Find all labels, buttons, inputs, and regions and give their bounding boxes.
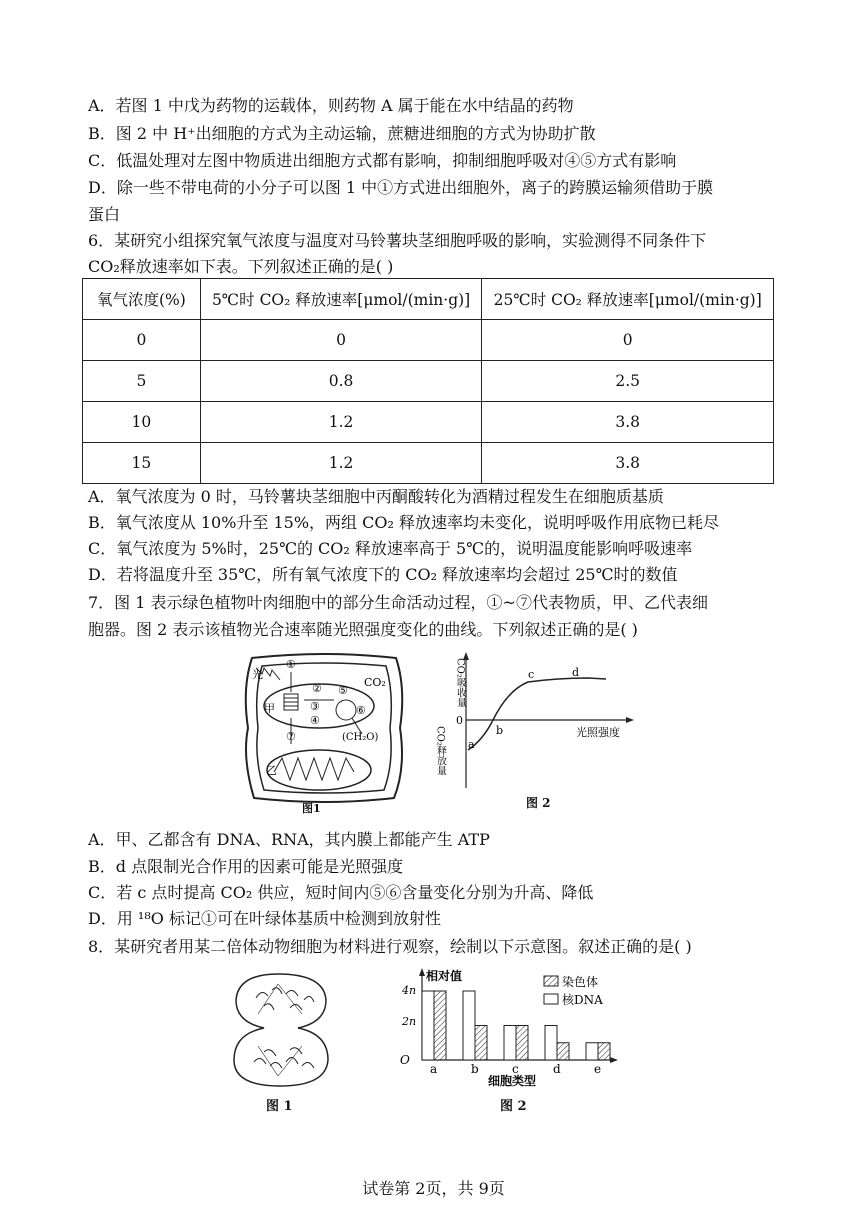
bar-dna-b xyxy=(463,991,475,1060)
table-cell: 0 xyxy=(200,320,482,361)
light-label: 光 xyxy=(252,668,263,681)
point-d-label: d xyxy=(572,666,580,679)
organelle-jia-label: 甲 xyxy=(264,702,275,715)
substance-6-label: ⑥ xyxy=(356,704,366,717)
leaf-cell-figure xyxy=(234,648,414,818)
q7-option-c: C．若 c 点时提高 CO₂ 供应，短时间内⑤⑥含量变化分别为升高、降低 xyxy=(88,883,594,902)
y-axis-label-bottom: CO₂释放量 xyxy=(434,726,446,776)
q6-stem-continued: CO₂释放速率如下表。下列叙述正确的是( ) xyxy=(88,257,394,276)
table-cell: 0 xyxy=(83,320,201,361)
table-cell: 1.2 xyxy=(200,443,482,484)
y-axis-label-top: CO₂吸收量 xyxy=(454,658,466,708)
substance-7-label: ⑦ xyxy=(286,730,296,743)
q5-option-d: D．除一些不带电荷的小分子可以图 1 中①方式进出细胞外，离子的跨膜运输须借助于膜 xyxy=(88,178,714,197)
bar-dna-d xyxy=(545,1026,557,1061)
bar-chromosome-e xyxy=(598,1043,610,1060)
q8-stem: 8．某研究者用某二倍体动物细胞为材料进行观察，绘制以下示意图。叙述正确的是( ) xyxy=(88,937,692,956)
y-tick-label: 4n xyxy=(402,984,417,997)
q6-option-d: D．若将温度升至 35℃，所有氧气浓度下的 CO₂ 释放速率均会超过 25℃时的数值 xyxy=(88,565,678,584)
q7-fig2-caption: 图 2 xyxy=(526,796,551,810)
co2-release-table xyxy=(82,278,774,484)
organelle-yi-label: 乙 xyxy=(266,764,277,777)
bar-chromosome-d xyxy=(557,1043,569,1060)
q7-stem-continued: 胞器。图 2 表示该植物光合速率随光照强度变化的曲线。下列叙述正确的是( ) xyxy=(88,620,638,639)
table-row xyxy=(83,361,774,402)
point-a-label: a xyxy=(468,738,475,751)
x-tick-label: a xyxy=(430,1062,438,1076)
table-row xyxy=(83,402,774,443)
q5-option-c: C．低温处理对左图中物质进出细胞方式都有影响，抑制细胞呼吸对④⑤方式有影响 xyxy=(88,151,677,170)
point-b-label: b xyxy=(496,724,504,737)
legend-swatch-dna xyxy=(544,994,558,1004)
x-tick-label: b xyxy=(471,1062,479,1076)
q5-option-b: B．图 2 中 H⁺出细胞的方式为主动运输，蔗糖进细胞的方式为协助扩散 xyxy=(88,124,596,143)
x-axis-label: 细胞类型 xyxy=(488,1074,537,1088)
table-cell: 3.8 xyxy=(482,443,774,484)
q8-fig2-caption: 图 2 xyxy=(500,1099,527,1114)
q6-stem: 6．某研究小组探究氧气浓度与温度对马铃薯块茎细胞呼吸的影响，实验测得不同条件下 xyxy=(88,231,707,250)
relative-value-chart xyxy=(392,966,632,1098)
q5-option-d-continued: 蛋白 xyxy=(88,205,121,224)
y-tick-label: 2n xyxy=(402,1015,417,1028)
x-axis-label: 光照强度 xyxy=(576,726,620,739)
q8-fig1-caption: 图 1 xyxy=(266,1099,293,1114)
table-header-row xyxy=(83,279,774,320)
table-cell: 3.8 xyxy=(482,402,774,443)
q7-option-b: B．d 点限制光合作用的因素可能是光照强度 xyxy=(88,857,404,876)
q7-option-a: A．甲、乙都含有 DNA、RNA，其内膜上都能产生 ATP xyxy=(88,830,490,849)
substance-3-label: ③ xyxy=(310,700,320,713)
q6-option-a: A．氧气浓度为 0 时，马铃薯块茎细胞中丙酮酸转化为酒精过程发生在细胞质基质 xyxy=(88,487,664,506)
bar-dna-c xyxy=(504,1026,516,1061)
x-tick-label: c xyxy=(512,1062,519,1076)
substance-4-label: ④ xyxy=(310,714,320,727)
table-cell: 10 xyxy=(83,402,201,443)
bar-chromosome-b xyxy=(475,1026,487,1061)
table-row xyxy=(83,443,774,484)
table-cell: 5 xyxy=(83,361,201,402)
co2-label: CO₂ xyxy=(364,676,386,689)
table-row xyxy=(83,320,774,361)
substance-5-label: ⑤ xyxy=(338,684,348,697)
table-cell: 0.8 xyxy=(200,361,482,402)
table-cell: 0 xyxy=(482,320,774,361)
origin-label: 0 xyxy=(456,714,463,727)
bar-chromosome-c xyxy=(516,1026,528,1061)
q6-option-b: B．氧气浓度从 10%升至 15%，两组 CO₂ 释放速率均未变化，说明呼吸作用底物已耗尽 xyxy=(88,513,720,532)
point-c-label: c xyxy=(528,668,535,681)
x-tick-label: d xyxy=(553,1062,561,1076)
q5-option-a: A．若图 1 中戊为药物的运载体，则药物 A 属于能在水中结晶的药物 xyxy=(88,96,574,115)
table-header: 25℃时 CO₂ 释放速率[μmol/(min·g)] xyxy=(482,279,774,320)
page-footer: 试卷第 2页，共 9页 xyxy=(362,1179,505,1198)
substance-1-label: ① xyxy=(286,658,296,671)
legend-swatch-chromosome xyxy=(544,976,558,986)
table-cell: 15 xyxy=(83,443,201,484)
y-axis-label: 相对值 xyxy=(426,969,463,983)
light-curve-figure xyxy=(434,650,638,795)
q6-option-c: C．氧气浓度为 5%时，25℃的 CO₂ 释放速率高于 5℃的，说明温度能影响呼吸速率 xyxy=(88,539,693,558)
substance-2-label: ② xyxy=(312,682,322,695)
table-cell: 2.5 xyxy=(482,361,774,402)
bar-dna-e xyxy=(586,1043,598,1060)
q7-fig1-caption: 图1 xyxy=(302,802,321,815)
table-header: 5℃时 CO₂ 释放速率[μmol/(min·g)] xyxy=(200,279,482,320)
y-tick-label: O xyxy=(400,1053,410,1067)
bar-dna-a xyxy=(422,991,434,1060)
legend-label-chromosome: 染色体 xyxy=(562,975,599,989)
legend-label-dna: 核DNA xyxy=(562,993,603,1007)
q7-option-d: D．用 ¹⁸O 标记①可在叶绿体基质中检测到放射性 xyxy=(88,909,441,928)
table-header: 氧气浓度(%) xyxy=(83,279,201,320)
ch2o-label: (CH₂O) xyxy=(342,732,379,743)
bar-chromosome-a xyxy=(434,991,446,1060)
x-tick-label: e xyxy=(594,1062,602,1076)
q7-stem: 7．图 1 表示绿色植物叶肉细胞中的部分生命活动过程，①~⑦代表物质，甲、乙代表细 xyxy=(88,593,708,612)
table-cell: 1.2 xyxy=(200,402,482,443)
dividing-cell-figure xyxy=(228,970,334,1090)
